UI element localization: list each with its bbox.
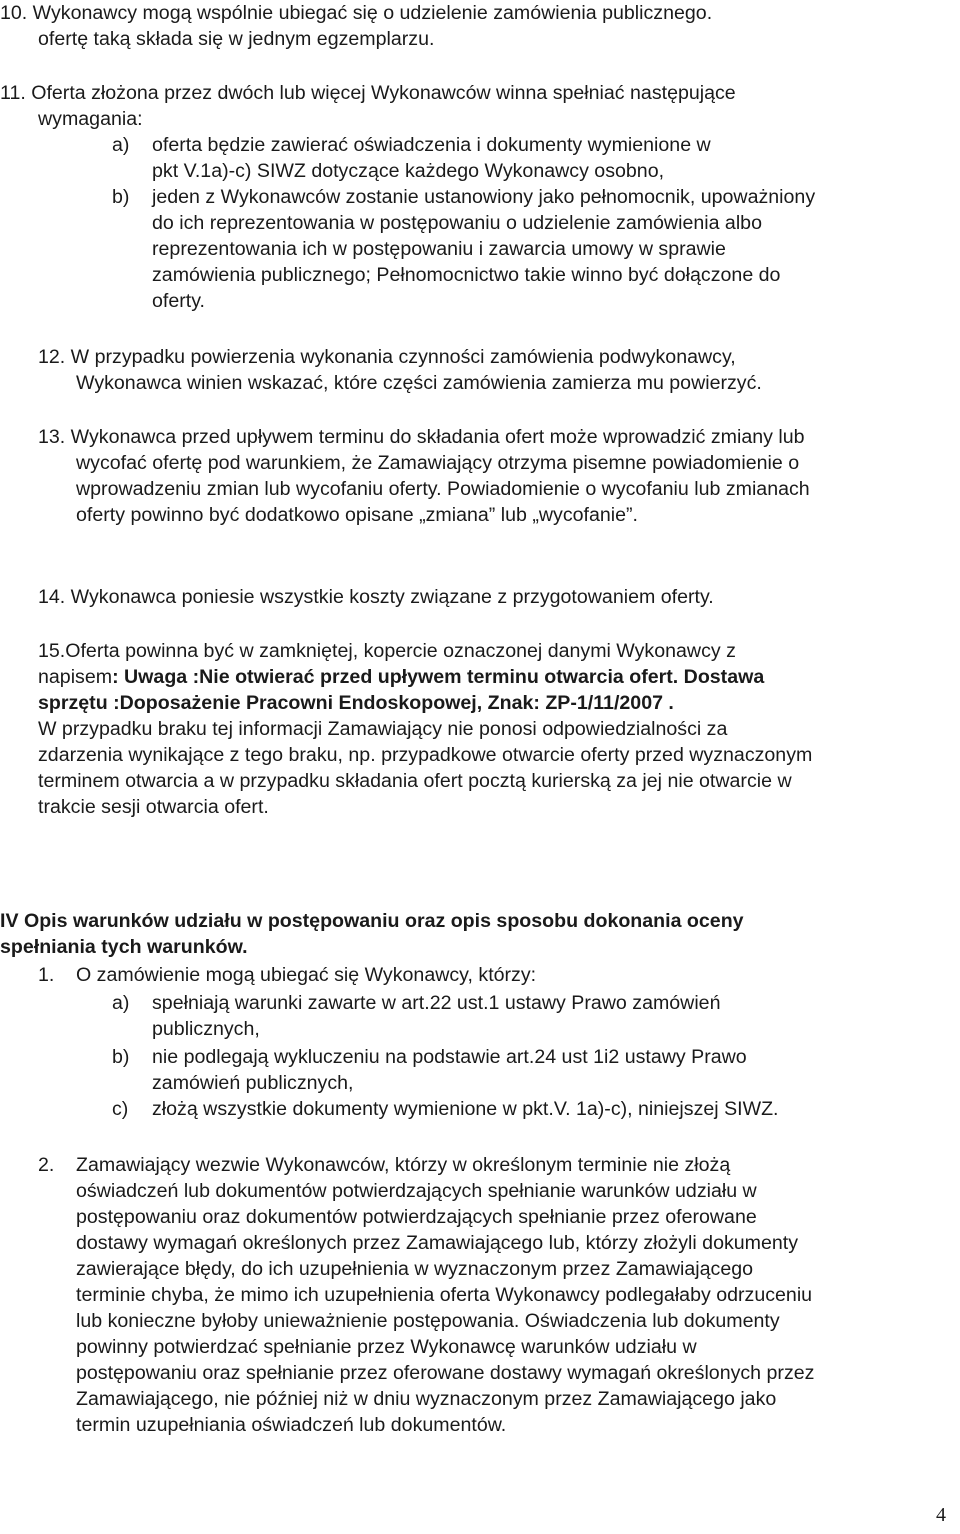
section-15-line-2-bold: : Uwaga :Nie otwierać przed upływem terminu otwarcia ofert. Dostawa (112, 666, 765, 688)
chapter-4-item-2-line-10: Zamawiającego, nie później niż w dniu wyznaczonym przez Zamawiającego jako (76, 1388, 777, 1410)
chapter-4-item-1-b-marker: b) (112, 1046, 130, 1068)
section-13-line-2: wycofać ofertę pod warunkiem, że Zamawiający otrzyma pisemne powiadomienie o (76, 452, 800, 474)
section-11-line-2: wymagania: (38, 108, 143, 130)
section-14-line-1: 14. Wykonawca poniesie wszystkie koszty związane z przygotowaniem oferty. (38, 586, 714, 608)
section-15-line-3 (38, 690, 674, 716)
chapter-4-heading-line-1: IV Opis warunków udziału w postępowaniu oraz opis sposobu dokonania oceny (0, 910, 744, 932)
section-11-line-1: 11. Oferta złożona przez dwóch lub więcej Wykonawców winna spełniać następujące (0, 82, 736, 104)
section-11-b-line-4: zamówienia publicznego; Pełnomocnictwo takie winno być dołączone do (152, 264, 781, 286)
section-13-line-3: wprowadzeniu zmian lub wycofaniu oferty. Powiadomienie o wycofaniu lub zmianach (76, 478, 810, 500)
chapter-4-item-2-line-6: terminie chyba, że mimo ich uzupełnienia oferta Wykonawcy podlegałaby odrzuceniu (76, 1284, 813, 1306)
section-10-line-1: 10. Wykonawcy mogą wspólnie ubiegać się o udzielenie zamówienia publicznego. (0, 2, 713, 24)
chapter-4-item-1-marker: 1. (38, 964, 55, 986)
chapter-4-item-1-text: O zamówienie mogą ubiegać się Wykonawcy, którzy: (76, 964, 537, 986)
section-11-b-line-2: do ich reprezentowania w postępowaniu o udzielenie zamówienia albo (152, 212, 762, 234)
chapter-4-item-1-b-line-2: zamówień publicznych, (152, 1072, 354, 1094)
chapter-4-item-2-line-11: termin uzupełniania oświadczeń lub dokumentów. (76, 1414, 507, 1436)
chapter-4-item-2-line-8: powinny potwierdzać spełnianie przez Wykonawcę warunków udziału w (76, 1336, 697, 1358)
section-15-line-2-prefix: napisem (38, 666, 113, 688)
section-11-a-marker: a) (112, 134, 130, 156)
chapter-4-item-1-b-line-1: nie podlegają wykluczeniu na podstawie art.24 ust 1i2 ustawy Prawo (152, 1046, 747, 1068)
section-11-a-line-1: oferta będzie zawierać oświadczenia i dokumenty wymienione w (152, 134, 711, 156)
section-15-line-3-bold: sprzętu :Doposażenie Pracowni Endoskopowej, Znak: ZP-1/11/2007 . (38, 692, 674, 714)
section-15-line-2 (38, 664, 764, 690)
chapter-4-item-1-a-line-1: spełniają warunki zawarte w art.22 ust.1 ustawy Prawo zamówień (152, 992, 721, 1014)
section-15-line-5: zdarzenia wynikające z tego braku, np. przypadkowe otwarcie oferty przed wyznaczonym (38, 744, 813, 766)
chapter-4-item-1-a-line-2: publicznych, (152, 1018, 260, 1040)
section-10-line-2: ofertę taką składa się w jednym egzemplarzu. (38, 28, 435, 50)
section-12-line-1: 12. W przypadku powierzenia wykonania czynności zamówienia podwykonawcy, (38, 346, 736, 368)
chapter-4-item-1-c-marker: c) (112, 1098, 129, 1120)
section-13-line-4: oferty powinno być dodatkowo opisane „zmiana” lub „wycofanie”. (76, 504, 638, 526)
section-11-b-line-3: reprezentowania ich w postępowaniu i zawarcia umowy w sprawie (152, 238, 726, 260)
section-12-line-2: Wykonawca winien wskazać, które części zamówienia zamierza mu powierzyć. (76, 372, 762, 394)
chapter-4-item-1-a-marker: a) (112, 992, 130, 1014)
section-11-a-line-2: pkt V.1a)-c) SIWZ dotyczące każdego Wykonawcy osobno, (152, 160, 665, 182)
chapter-4-item-2-marker: 2. (38, 1154, 55, 1176)
chapter-4-item-2-line-7: lub konieczne byłoby unieważnienie postępowania. Oświadczenia lub dokumenty (76, 1310, 780, 1332)
chapter-4-item-1-c-line-1: złożą wszystkie dokumenty wymienione w pkt.V. 1a)-c), niniejszej SIWZ. (152, 1098, 779, 1120)
chapter-4-item-2-line-2: oświadczeń lub dokumentów potwierdzających spełnianie warunków udziału w (76, 1180, 757, 1202)
section-15-line-6: terminem otwarcia a w przypadku składania ofert pocztą kurierską za jej nie otwarcie w (38, 770, 792, 792)
section-11-b-line-1: jeden z Wykonawców zostanie ustanowiony jako pełnomocnik, upoważniony (152, 186, 816, 208)
chapter-4-item-2-line-5: zawierające błędy, do ich uzupełnienia w wyznaczonym przez Zamawiającego (76, 1258, 754, 1280)
section-11-b-marker: b) (112, 186, 130, 208)
chapter-4-item-2-line-3: postępowaniu oraz dokumentów potwierdzających spełnianie przez oferowane (76, 1206, 757, 1228)
section-13-line-1: 13. Wykonawca przed upływem terminu do składania ofert może wprowadzić zmiany lub (38, 426, 805, 448)
section-15-line-7: trakcie sesji otwarcia ofert. (38, 796, 269, 818)
section-15-line-4: W przypadku braku tej informacji Zamawiający nie ponosi odpowiedzialności za (38, 718, 728, 740)
chapter-4-heading-line-2: spełniania tych warunków. (0, 936, 248, 958)
chapter-4-item-2-line-1: Zamawiający wezwie Wykonawców, którzy w określonym terminie nie złożą (76, 1154, 731, 1176)
chapter-4-item-2-line-9: postępowaniu oraz spełnianie przez oferowane dostawy wymagań określonych przez (76, 1362, 815, 1384)
chapter-4-item-2-line-4: dostawy wymagań określonych przez Zamawiającego lub, którzy złożyli dokumenty (76, 1232, 799, 1254)
section-11-b-line-5: oferty. (152, 290, 205, 312)
page-number: 4 (936, 1504, 946, 1526)
section-15-line-1: 15.Oferta powinna być w zamkniętej, kopercie oznaczonej danymi Wykonawcy z (38, 640, 736, 662)
